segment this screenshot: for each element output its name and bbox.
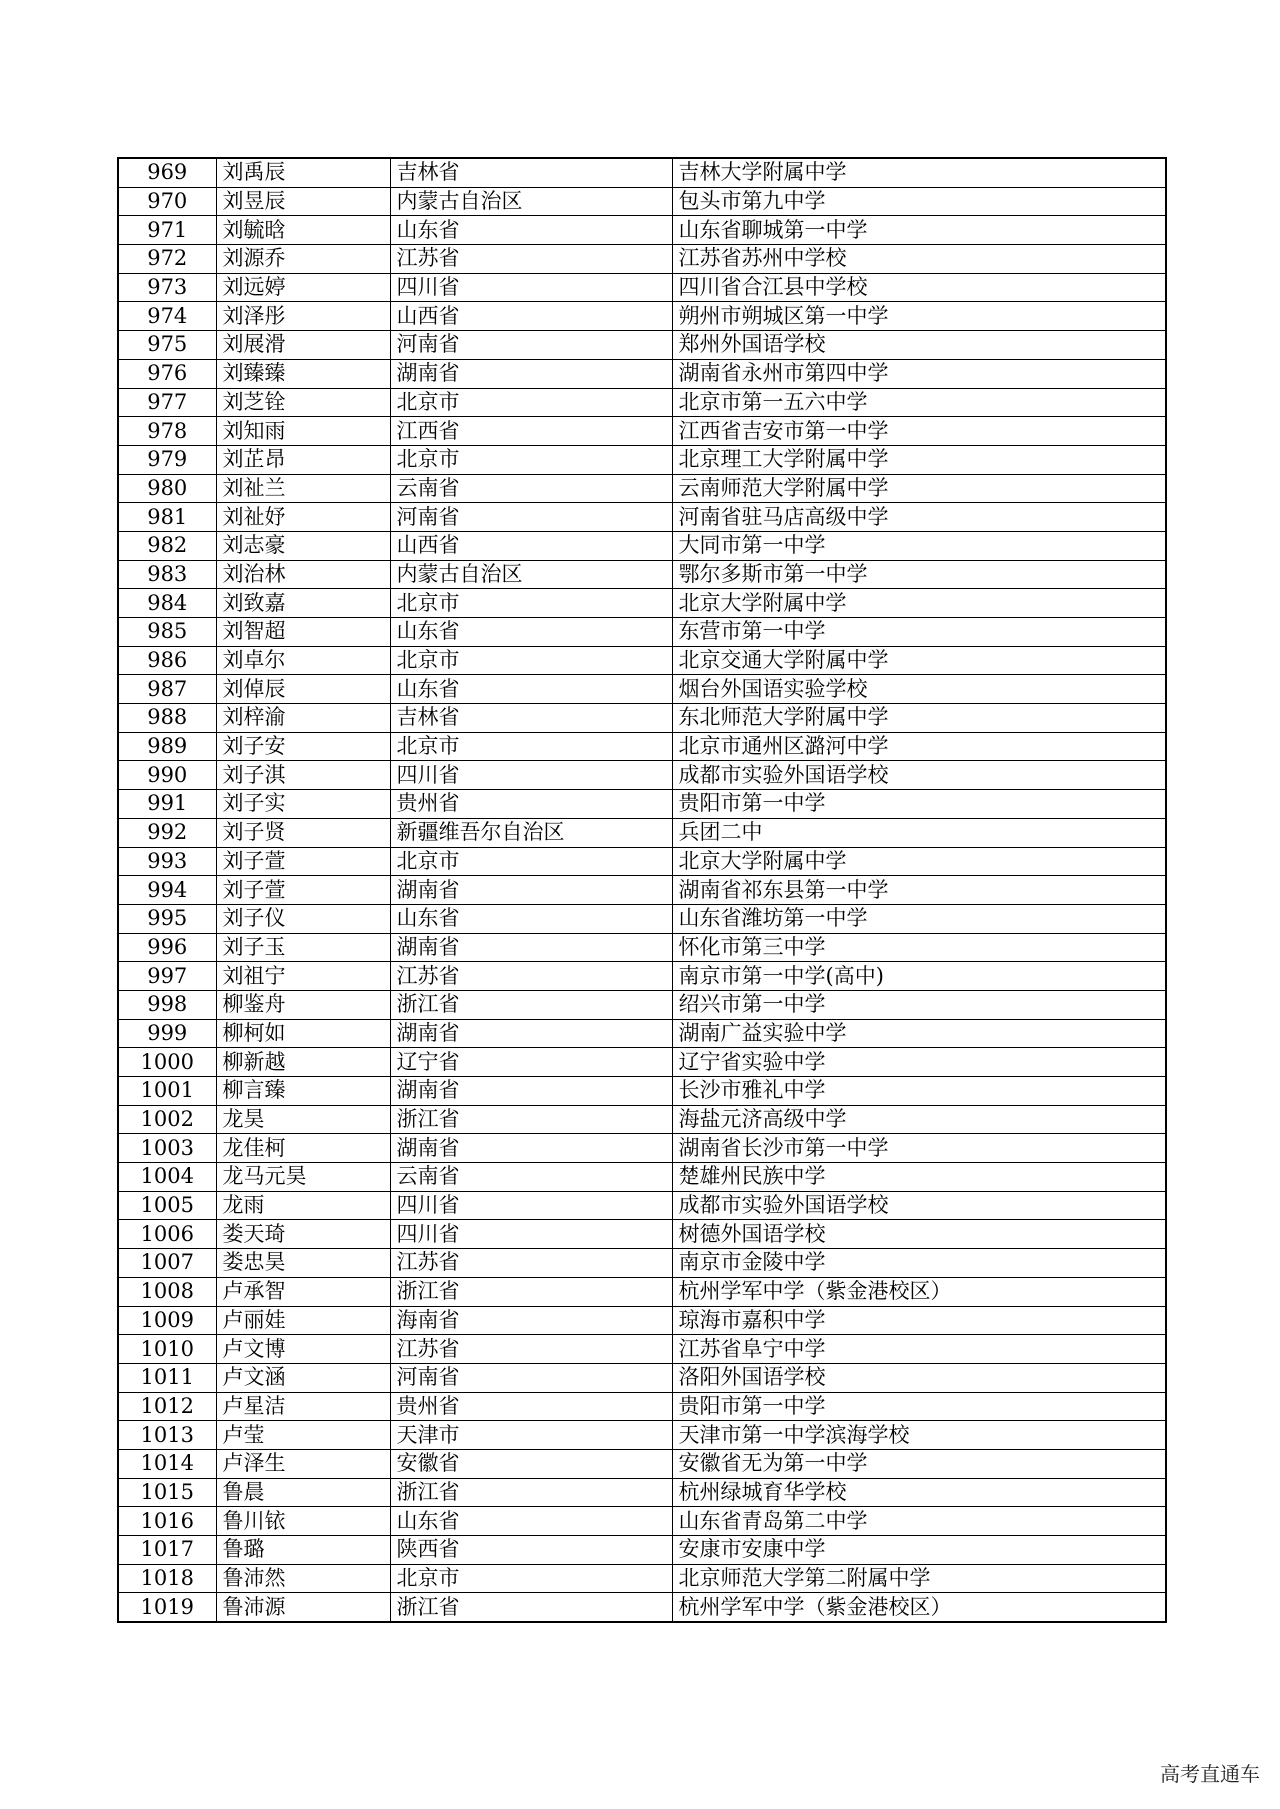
row-number-cell: 989 bbox=[118, 732, 216, 761]
province-cell: 山西省 bbox=[390, 302, 672, 331]
province-cell: 山东省 bbox=[390, 904, 672, 933]
row-number-cell: 976 bbox=[118, 359, 216, 388]
school-cell: 琼海市嘉积中学 bbox=[672, 1306, 1166, 1335]
province-cell: 吉林省 bbox=[390, 158, 672, 187]
province-cell: 浙江省 bbox=[390, 990, 672, 1019]
school-cell: 树德外国语学校 bbox=[672, 1220, 1166, 1249]
row-number-cell: 981 bbox=[118, 503, 216, 532]
table-row bbox=[118, 1220, 1166, 1249]
table-row bbox=[118, 761, 1166, 790]
table-row bbox=[118, 876, 1166, 905]
province-cell: 北京市 bbox=[390, 445, 672, 474]
row-number-cell: 987 bbox=[118, 675, 216, 704]
school-cell: 成都市实验外国语学校 bbox=[672, 761, 1166, 790]
student-name-cell: 刘泽彤 bbox=[216, 302, 390, 331]
province-cell: 吉林省 bbox=[390, 704, 672, 733]
school-cell: 辽宁省实验中学 bbox=[672, 1048, 1166, 1077]
province-cell: 湖南省 bbox=[390, 1077, 672, 1106]
row-number-cell: 1000 bbox=[118, 1048, 216, 1077]
row-number-cell: 998 bbox=[118, 990, 216, 1019]
table-row bbox=[118, 990, 1166, 1019]
school-cell: 海盐元济高级中学 bbox=[672, 1105, 1166, 1134]
province-cell: 北京市 bbox=[390, 847, 672, 876]
school-cell: 吉林大学附属中学 bbox=[672, 158, 1166, 187]
table-row bbox=[118, 732, 1166, 761]
province-cell: 云南省 bbox=[390, 1163, 672, 1192]
student-name-cell: 鲁沛然 bbox=[216, 1564, 390, 1593]
row-number-cell: 970 bbox=[118, 187, 216, 216]
table-row bbox=[118, 1478, 1166, 1507]
province-cell: 北京市 bbox=[390, 1564, 672, 1593]
table-row bbox=[118, 560, 1166, 589]
table-row bbox=[118, 1564, 1166, 1593]
province-cell: 山东省 bbox=[390, 216, 672, 245]
table-row bbox=[118, 618, 1166, 647]
table-row bbox=[118, 1306, 1166, 1335]
row-number-cell: 996 bbox=[118, 933, 216, 962]
row-number-cell: 993 bbox=[118, 847, 216, 876]
student-name-cell: 鲁晨 bbox=[216, 1478, 390, 1507]
table-row bbox=[118, 904, 1166, 933]
province-cell: 江苏省 bbox=[390, 1249, 672, 1278]
row-number-cell: 980 bbox=[118, 474, 216, 503]
table-row bbox=[118, 273, 1166, 302]
school-cell: 北京理工大学附属中学 bbox=[672, 445, 1166, 474]
table-row bbox=[118, 1536, 1166, 1565]
table-row bbox=[118, 1392, 1166, 1421]
school-cell: 山东省青岛第二中学 bbox=[672, 1507, 1166, 1536]
row-number-cell: 1013 bbox=[118, 1421, 216, 1450]
school-cell: 东北师范大学附属中学 bbox=[672, 704, 1166, 733]
school-cell: 云南师范大学附属中学 bbox=[672, 474, 1166, 503]
table-row bbox=[118, 302, 1166, 331]
watermark-text: 高考直通车 bbox=[1160, 1762, 1260, 1786]
school-cell: 湖南省永州市第四中学 bbox=[672, 359, 1166, 388]
table-row bbox=[118, 158, 1166, 187]
province-cell: 河南省 bbox=[390, 1363, 672, 1392]
student-name-cell: 娄天琦 bbox=[216, 1220, 390, 1249]
student-name-cell: 娄忠昊 bbox=[216, 1249, 390, 1278]
table-row bbox=[118, 1507, 1166, 1536]
province-cell: 浙江省 bbox=[390, 1277, 672, 1306]
student-name-cell: 龙昊 bbox=[216, 1105, 390, 1134]
table-row bbox=[118, 1019, 1166, 1048]
province-cell: 浙江省 bbox=[390, 1478, 672, 1507]
table-row bbox=[118, 245, 1166, 274]
student-name-cell: 柳新越 bbox=[216, 1048, 390, 1077]
table-row bbox=[118, 1363, 1166, 1392]
student-name-cell: 刘臻臻 bbox=[216, 359, 390, 388]
province-cell: 湖南省 bbox=[390, 876, 672, 905]
province-cell: 陕西省 bbox=[390, 1536, 672, 1565]
province-cell: 河南省 bbox=[390, 503, 672, 532]
school-cell: 长沙市雅礼中学 bbox=[672, 1077, 1166, 1106]
table-row bbox=[118, 474, 1166, 503]
province-cell: 湖南省 bbox=[390, 359, 672, 388]
row-number-cell: 1018 bbox=[118, 1564, 216, 1593]
row-number-cell: 1005 bbox=[118, 1191, 216, 1220]
row-number-cell: 975 bbox=[118, 331, 216, 360]
province-cell: 新疆维吾尔自治区 bbox=[390, 818, 672, 847]
province-cell: 江苏省 bbox=[390, 962, 672, 991]
student-name-cell: 卢丽娃 bbox=[216, 1306, 390, 1335]
student-name-cell: 刘智超 bbox=[216, 618, 390, 647]
row-number-cell: 983 bbox=[118, 560, 216, 589]
row-number-cell: 1004 bbox=[118, 1163, 216, 1192]
student-name-cell: 刘芝铨 bbox=[216, 388, 390, 417]
school-cell: 江西省吉安市第一中学 bbox=[672, 417, 1166, 446]
row-number-cell: 973 bbox=[118, 273, 216, 302]
row-number-cell: 1014 bbox=[118, 1449, 216, 1478]
row-number-cell: 1011 bbox=[118, 1363, 216, 1392]
row-number-cell: 972 bbox=[118, 245, 216, 274]
school-cell: 贵阳市第一中学 bbox=[672, 790, 1166, 819]
province-cell: 安徽省 bbox=[390, 1449, 672, 1478]
province-cell: 山东省 bbox=[390, 1507, 672, 1536]
row-number-cell: 1016 bbox=[118, 1507, 216, 1536]
student-name-cell: 鲁璐 bbox=[216, 1536, 390, 1565]
student-name-cell: 龙马元昊 bbox=[216, 1163, 390, 1192]
student-name-cell: 卢文涵 bbox=[216, 1363, 390, 1392]
table-row bbox=[118, 646, 1166, 675]
school-cell: 南京市第一中学(高中) bbox=[672, 962, 1166, 991]
school-cell: 江苏省苏州中学校 bbox=[672, 245, 1166, 274]
province-cell: 云南省 bbox=[390, 474, 672, 503]
table-row bbox=[118, 187, 1166, 216]
province-cell: 内蒙古自治区 bbox=[390, 560, 672, 589]
row-number-cell: 978 bbox=[118, 417, 216, 446]
row-number-cell: 984 bbox=[118, 589, 216, 618]
student-name-cell: 鲁沛源 bbox=[216, 1593, 390, 1622]
province-cell: 山东省 bbox=[390, 675, 672, 704]
school-cell: 烟台外国语实验学校 bbox=[672, 675, 1166, 704]
row-number-cell: 1006 bbox=[118, 1220, 216, 1249]
student-name-cell: 卢莹 bbox=[216, 1421, 390, 1450]
school-cell: 湖南省祁东县第一中学 bbox=[672, 876, 1166, 905]
row-number-cell: 999 bbox=[118, 1019, 216, 1048]
province-cell: 北京市 bbox=[390, 589, 672, 618]
school-cell: 洛阳外国语学校 bbox=[672, 1363, 1166, 1392]
school-cell: 四川省合江县中学校 bbox=[672, 273, 1166, 302]
school-cell: 绍兴市第一中学 bbox=[672, 990, 1166, 1019]
school-cell: 杭州学军中学（紫金港校区） bbox=[672, 1277, 1166, 1306]
province-cell: 浙江省 bbox=[390, 1105, 672, 1134]
student-name-cell: 龙雨 bbox=[216, 1191, 390, 1220]
school-cell: 杭州学军中学（紫金港校区） bbox=[672, 1593, 1166, 1622]
school-cell: 鄂尔多斯市第一中学 bbox=[672, 560, 1166, 589]
table-row bbox=[118, 1593, 1166, 1622]
student-name-cell: 刘毓晗 bbox=[216, 216, 390, 245]
row-number-cell: 1008 bbox=[118, 1277, 216, 1306]
table-row bbox=[118, 1191, 1166, 1220]
student-name-cell: 鲁川铱 bbox=[216, 1507, 390, 1536]
row-number-cell: 1009 bbox=[118, 1306, 216, 1335]
table-row bbox=[118, 1048, 1166, 1077]
province-cell: 山东省 bbox=[390, 618, 672, 647]
school-cell: 朔州市朔城区第一中学 bbox=[672, 302, 1166, 331]
province-cell: 湖南省 bbox=[390, 1019, 672, 1048]
school-cell: 杭州绿城育华学校 bbox=[672, 1478, 1166, 1507]
table-row bbox=[118, 704, 1166, 733]
row-number-cell: 988 bbox=[118, 704, 216, 733]
school-cell: 北京市第一五六中学 bbox=[672, 388, 1166, 417]
province-cell: 四川省 bbox=[390, 273, 672, 302]
school-cell: 湖南广益实验中学 bbox=[672, 1019, 1166, 1048]
table-row bbox=[118, 847, 1166, 876]
school-cell: 兵团二中 bbox=[672, 818, 1166, 847]
row-number-cell: 1019 bbox=[118, 1593, 216, 1622]
school-cell: 大同市第一中学 bbox=[672, 531, 1166, 560]
province-cell: 北京市 bbox=[390, 732, 672, 761]
student-name-cell: 刘禹辰 bbox=[216, 158, 390, 187]
province-cell: 河南省 bbox=[390, 331, 672, 360]
student-name-cell: 卢文博 bbox=[216, 1335, 390, 1364]
student-name-cell: 刘展滑 bbox=[216, 331, 390, 360]
student-name-cell: 刘致嘉 bbox=[216, 589, 390, 618]
student-name-cell: 刘倬辰 bbox=[216, 675, 390, 704]
row-number-cell: 1003 bbox=[118, 1134, 216, 1163]
student-name-cell: 卢星洁 bbox=[216, 1392, 390, 1421]
province-cell: 辽宁省 bbox=[390, 1048, 672, 1077]
row-number-cell: 1002 bbox=[118, 1105, 216, 1134]
student-name-cell: 刘子贤 bbox=[216, 818, 390, 847]
row-number-cell: 974 bbox=[118, 302, 216, 331]
row-number-cell: 1007 bbox=[118, 1249, 216, 1278]
student-name-cell: 刘子萱 bbox=[216, 847, 390, 876]
table-row bbox=[118, 417, 1166, 446]
province-cell: 天津市 bbox=[390, 1421, 672, 1450]
table-row bbox=[118, 675, 1166, 704]
student-name-cell: 刘子仪 bbox=[216, 904, 390, 933]
province-cell: 浙江省 bbox=[390, 1593, 672, 1622]
school-cell: 北京大学附属中学 bbox=[672, 589, 1166, 618]
row-number-cell: 1012 bbox=[118, 1392, 216, 1421]
school-cell: 东营市第一中学 bbox=[672, 618, 1166, 647]
province-cell: 湖南省 bbox=[390, 933, 672, 962]
student-name-cell: 刘昱辰 bbox=[216, 187, 390, 216]
table-row bbox=[118, 503, 1166, 532]
row-number-cell: 1017 bbox=[118, 1536, 216, 1565]
table-row bbox=[118, 388, 1166, 417]
table-row bbox=[118, 962, 1166, 991]
table-row bbox=[118, 359, 1166, 388]
school-cell: 安徽省无为第一中学 bbox=[672, 1449, 1166, 1478]
school-cell: 北京交通大学附属中学 bbox=[672, 646, 1166, 675]
table-row bbox=[118, 1335, 1166, 1364]
row-number-cell: 986 bbox=[118, 646, 216, 675]
province-cell: 湖南省 bbox=[390, 1134, 672, 1163]
table-row bbox=[118, 1134, 1166, 1163]
student-name-cell: 刘祉兰 bbox=[216, 474, 390, 503]
row-number-cell: 971 bbox=[118, 216, 216, 245]
table-row bbox=[118, 933, 1166, 962]
student-name-cell: 卢泽生 bbox=[216, 1449, 390, 1478]
school-cell: 成都市实验外国语学校 bbox=[672, 1191, 1166, 1220]
school-cell: 郑州外国语学校 bbox=[672, 331, 1166, 360]
row-number-cell: 969 bbox=[118, 158, 216, 187]
school-cell: 北京市通州区潞河中学 bbox=[672, 732, 1166, 761]
school-cell: 山东省潍坊第一中学 bbox=[672, 904, 1166, 933]
student-name-cell: 柳柯如 bbox=[216, 1019, 390, 1048]
school-cell: 怀化市第三中学 bbox=[672, 933, 1166, 962]
table-row bbox=[118, 1077, 1166, 1106]
student-name-cell: 刘卓尔 bbox=[216, 646, 390, 675]
table-row bbox=[118, 818, 1166, 847]
school-cell: 贵阳市第一中学 bbox=[672, 1392, 1166, 1421]
province-cell: 内蒙古自治区 bbox=[390, 187, 672, 216]
school-cell: 安康市安康中学 bbox=[672, 1536, 1166, 1565]
row-number-cell: 1001 bbox=[118, 1077, 216, 1106]
row-number-cell: 995 bbox=[118, 904, 216, 933]
province-cell: 海南省 bbox=[390, 1306, 672, 1335]
row-number-cell: 1015 bbox=[118, 1478, 216, 1507]
province-cell: 北京市 bbox=[390, 646, 672, 675]
table-row bbox=[118, 790, 1166, 819]
school-cell: 山东省聊城第一中学 bbox=[672, 216, 1166, 245]
student-name-cell: 刘祖宁 bbox=[216, 962, 390, 991]
province-cell: 江苏省 bbox=[390, 1335, 672, 1364]
row-number-cell: 979 bbox=[118, 445, 216, 474]
student-name-cell: 刘子安 bbox=[216, 732, 390, 761]
table-row bbox=[118, 589, 1166, 618]
school-cell: 北京大学附属中学 bbox=[672, 847, 1166, 876]
table-row bbox=[118, 1105, 1166, 1134]
student-name-cell: 刘源乔 bbox=[216, 245, 390, 274]
row-number-cell: 994 bbox=[118, 876, 216, 905]
table-row bbox=[118, 531, 1166, 560]
school-cell: 天津市第一中学滨海学校 bbox=[672, 1421, 1166, 1450]
row-number-cell: 992 bbox=[118, 818, 216, 847]
row-number-cell: 1010 bbox=[118, 1335, 216, 1364]
student-name-cell: 刘远婷 bbox=[216, 273, 390, 302]
table-row bbox=[118, 1449, 1166, 1478]
row-number-cell: 991 bbox=[118, 790, 216, 819]
student-name-cell: 龙佳柯 bbox=[216, 1134, 390, 1163]
student-name-cell: 刘治林 bbox=[216, 560, 390, 589]
table-row bbox=[118, 1421, 1166, 1450]
student-name-cell: 柳鉴舟 bbox=[216, 990, 390, 1019]
school-cell: 包头市第九中学 bbox=[672, 187, 1166, 216]
row-number-cell: 990 bbox=[118, 761, 216, 790]
table-row bbox=[118, 1277, 1166, 1306]
student-list-table bbox=[117, 157, 1167, 1623]
student-name-cell: 柳言臻 bbox=[216, 1077, 390, 1106]
student-name-cell: 刘子玉 bbox=[216, 933, 390, 962]
school-cell: 河南省驻马店高级中学 bbox=[672, 503, 1166, 532]
school-cell: 南京市金陵中学 bbox=[672, 1249, 1166, 1278]
student-name-cell: 刘志豪 bbox=[216, 531, 390, 560]
province-cell: 四川省 bbox=[390, 1191, 672, 1220]
student-name-cell: 刘子淇 bbox=[216, 761, 390, 790]
province-cell: 四川省 bbox=[390, 761, 672, 790]
student-name-cell: 刘子萱 bbox=[216, 876, 390, 905]
table-row bbox=[118, 331, 1166, 360]
row-number-cell: 997 bbox=[118, 962, 216, 991]
table-row bbox=[118, 1163, 1166, 1192]
province-cell: 江苏省 bbox=[390, 245, 672, 274]
table-row bbox=[118, 1249, 1166, 1278]
province-cell: 贵州省 bbox=[390, 1392, 672, 1421]
province-cell: 四川省 bbox=[390, 1220, 672, 1249]
student-name-cell: 刘知雨 bbox=[216, 417, 390, 446]
school-cell: 楚雄州民族中学 bbox=[672, 1163, 1166, 1192]
school-cell: 江苏省阜宁中学 bbox=[672, 1335, 1166, 1364]
school-cell: 北京师范大学第二附属中学 bbox=[672, 1564, 1166, 1593]
table-row bbox=[118, 445, 1166, 474]
school-cell: 湖南省长沙市第一中学 bbox=[672, 1134, 1166, 1163]
table-row bbox=[118, 216, 1166, 245]
row-number-cell: 982 bbox=[118, 531, 216, 560]
student-name-cell: 卢承智 bbox=[216, 1277, 390, 1306]
student-name-cell: 刘祉妤 bbox=[216, 503, 390, 532]
province-cell: 北京市 bbox=[390, 388, 672, 417]
row-number-cell: 985 bbox=[118, 618, 216, 647]
province-cell: 江西省 bbox=[390, 417, 672, 446]
row-number-cell: 977 bbox=[118, 388, 216, 417]
province-cell: 山西省 bbox=[390, 531, 672, 560]
student-name-cell: 刘子实 bbox=[216, 790, 390, 819]
province-cell: 贵州省 bbox=[390, 790, 672, 819]
student-list-body bbox=[118, 158, 1166, 1622]
student-name-cell: 刘梓渝 bbox=[216, 704, 390, 733]
student-name-cell: 刘芷昂 bbox=[216, 445, 390, 474]
